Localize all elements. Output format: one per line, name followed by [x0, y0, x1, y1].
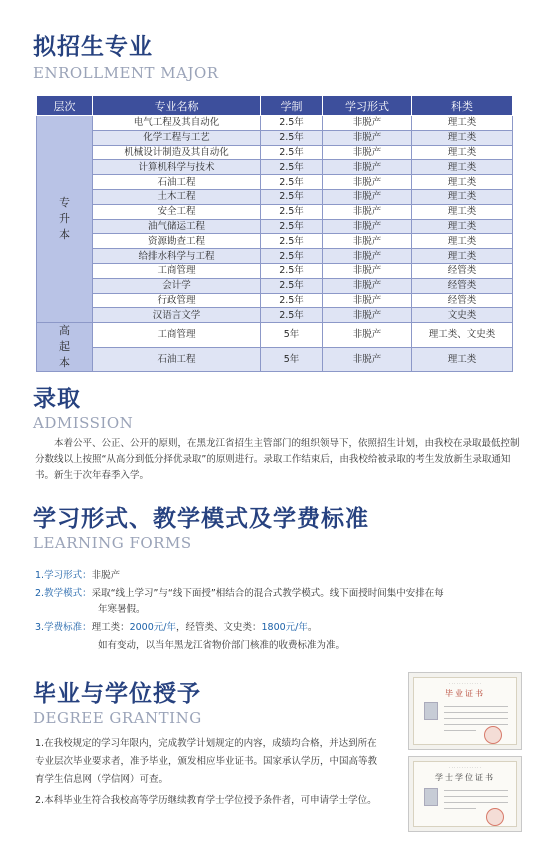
category-cell: 理工类: [412, 160, 513, 175]
header-form: 学习形式: [323, 96, 412, 116]
major-name-cell: 汉语言文学: [93, 308, 261, 323]
major-name-cell: 土木工程: [93, 189, 261, 204]
major-name-cell: 电气工程及其自动化: [93, 116, 261, 131]
category-cell: 理工类: [412, 249, 513, 264]
cert1-title: 毕业证书: [445, 689, 485, 698]
table-row: [37, 189, 513, 204]
learning-fee-row: [35, 620, 317, 636]
header-level: 层次: [37, 96, 93, 116]
table-row: [37, 219, 513, 234]
major-name-cell: 化学工程与工艺: [93, 130, 261, 145]
learning-form-label: 1.学习形式：: [35, 570, 92, 581]
major-name-cell: 工商管理: [93, 263, 261, 278]
fee-arts-label: ，经管类、文史类：: [175, 622, 262, 633]
degree-text-2: 2.本科毕业生符合我校高等学历继续教育学士学位授予条件者，可申请学士学位。: [35, 795, 377, 806]
study-form-cell: 非脱产: [323, 249, 412, 264]
admission-text: 本着公平、公正、公开的原则，在黑龙江省招生主管部门的组织领导下，依照招生计划，由我校在录取最低控制分数线以上按照“从高分到低分择优录取”的原则进行。录取工作结束后，由我校给被录取的考生发放新生录取通知书。新生于次年春季入学。: [35, 438, 520, 481]
major-name-cell: 石油工程: [93, 175, 261, 190]
table-row: [37, 249, 513, 264]
learning-fee-label: 3.学费标准：: [35, 622, 92, 633]
category-cell: 理工类: [412, 175, 513, 190]
major-name-cell: 机械设计制造及其自动化: [93, 145, 261, 160]
duration-cell: 2.5年: [261, 204, 323, 219]
category-cell: 理工类: [412, 234, 513, 249]
enroll-subtitle: ENROLLMENT MAJOR: [33, 64, 219, 82]
degree-certificate-image: [408, 756, 522, 832]
category-cell: 理工类: [412, 116, 513, 131]
fee-arts-value: 1800元/年: [261, 622, 308, 633]
degree-title: 毕业与学位授予: [33, 681, 201, 707]
level-cell-gqb: 高 起 本: [37, 323, 93, 372]
study-form-cell: 非脱产: [323, 278, 412, 293]
category-cell: 理工类、文史类: [412, 323, 513, 348]
study-form-cell: 非脱产: [323, 160, 412, 175]
major-name-cell: 石油工程: [93, 347, 261, 372]
duration-cell: 2.5年: [261, 234, 323, 249]
cert2-seal-icon: [486, 808, 504, 826]
duration-cell: 2.5年: [261, 293, 323, 308]
duration-cell: 2.5年: [261, 145, 323, 160]
table-row: [37, 293, 513, 308]
study-form-cell: 非脱产: [323, 175, 412, 190]
cert-header-text: · · · · · · · · · · · · ·: [449, 681, 481, 686]
learning-subtitle: LEARNING FORMS: [33, 534, 192, 552]
category-cell: 理工类: [412, 145, 513, 160]
category-cell: 理工类: [412, 189, 513, 204]
table-row: [37, 323, 513, 348]
duration-cell: 2.5年: [261, 130, 323, 145]
duration-cell: 2.5年: [261, 175, 323, 190]
learning-mode-text: 采取“线上学习”与“线下面授”相结合的混合式教学模式。线下面授时间集中安排在每: [91, 588, 444, 599]
study-form-cell: 非脱产: [323, 323, 412, 348]
fee-stem-label: 理工类：: [91, 622, 130, 633]
enroll-title: 拟招生专业: [33, 34, 153, 60]
category-cell: 理工类: [412, 219, 513, 234]
study-form-cell: 非脱产: [323, 308, 412, 323]
table-row: [37, 145, 513, 160]
duration-cell: 2.5年: [261, 160, 323, 175]
degree-subtitle: DEGREE GRANTING: [33, 709, 202, 727]
study-form-cell: 非脱产: [323, 293, 412, 308]
major-name-cell: 资源勘查工程: [93, 234, 261, 249]
study-form-cell: 非脱产: [323, 204, 412, 219]
table-row: [37, 278, 513, 293]
level-cell-zsb: 专 升 本: [37, 116, 93, 323]
category-cell: 经管类: [412, 293, 513, 308]
major-name-cell: 油气储运工程: [93, 219, 261, 234]
table-row: [37, 175, 513, 190]
duration-cell: 2.5年: [261, 116, 323, 131]
cert1-seal-icon: [484, 726, 502, 744]
learning-mode-row: [35, 586, 444, 602]
learning-form-row: [35, 568, 120, 584]
table-header-row: [37, 96, 513, 116]
duration-cell: 2.5年: [261, 219, 323, 234]
duration-cell: 2.5年: [261, 249, 323, 264]
study-form-cell: 非脱产: [323, 347, 412, 372]
category-cell: 理工类: [412, 130, 513, 145]
study-form-cell: 非脱产: [323, 234, 412, 249]
header-category: 科类: [412, 96, 513, 116]
study-form-cell: 非脱产: [323, 130, 412, 145]
study-form-cell: 非脱产: [323, 145, 412, 160]
table-row: [37, 130, 513, 145]
learning-mode-label: 2.教学模式：: [35, 588, 92, 599]
duration-cell: 2.5年: [261, 263, 323, 278]
admission-subtitle: ADMISSION: [33, 414, 134, 432]
learning-title: 学习形式、教学模式及学费标准: [33, 506, 369, 532]
cert2-title: 学士学位证书: [435, 773, 495, 782]
study-form-cell: 非脱产: [323, 189, 412, 204]
category-cell: 经管类: [412, 263, 513, 278]
duration-cell: 2.5年: [261, 308, 323, 323]
category-cell: 经管类: [412, 278, 513, 293]
cert1-photo: [424, 702, 438, 720]
major-name-cell: 会计学: [93, 278, 261, 293]
category-cell: 理工类: [412, 204, 513, 219]
header-years: 学制: [261, 96, 323, 116]
major-name-cell: 计算机科学与技术: [93, 160, 261, 175]
degree-text-1: 1.在我校规定的学习年限内，完成教学计划规定的内容，成绩均合格，并达到所在专业层次毕业要求者，准予毕业，颁发相应毕业证书。国家承认学历，中国高等教育学生信息网（学信网）可查。: [35, 738, 378, 785]
major-name-cell: 安全工程: [93, 204, 261, 219]
major-table: [36, 95, 513, 372]
study-form-cell: 非脱产: [323, 219, 412, 234]
major-name-cell: 给排水科学与工程: [93, 249, 261, 264]
learning-fee-note: 如有变动，以当年黑龙江省物价部门核准的收费标准为准。: [98, 640, 346, 651]
major-name-cell: 工商管理: [93, 323, 261, 348]
study-form-cell: 非脱产: [323, 116, 412, 131]
graduation-certificate-image: [408, 672, 522, 750]
table-row: [37, 160, 513, 175]
category-cell: 文史类: [412, 308, 513, 323]
table-row: [37, 308, 513, 323]
category-cell: 理工类: [412, 347, 513, 372]
table-row: [37, 347, 513, 372]
study-form-cell: 非脱产: [323, 263, 412, 278]
duration-cell: 5年: [261, 347, 323, 372]
table-row: [37, 204, 513, 219]
fee-stem-value: 2000元/年: [129, 622, 176, 633]
admission-title: 录取: [33, 386, 81, 412]
learning-form-value: 非脱产: [91, 570, 121, 581]
fee-end: 。: [307, 622, 318, 633]
duration-cell: 5年: [261, 323, 323, 348]
table-row: [37, 234, 513, 249]
duration-cell: 2.5年: [261, 189, 323, 204]
table-row: [37, 263, 513, 278]
cert2-header-text: · · · · · · · · · · · · ·: [449, 765, 481, 770]
table-row: [37, 116, 513, 131]
header-name: 专业名称: [93, 96, 261, 116]
duration-cell: 2.5年: [261, 278, 323, 293]
learning-mode-cont: 年寒暑假。: [98, 604, 146, 615]
major-name-cell: 行政管理: [93, 293, 261, 308]
cert2-photo: [424, 788, 438, 806]
